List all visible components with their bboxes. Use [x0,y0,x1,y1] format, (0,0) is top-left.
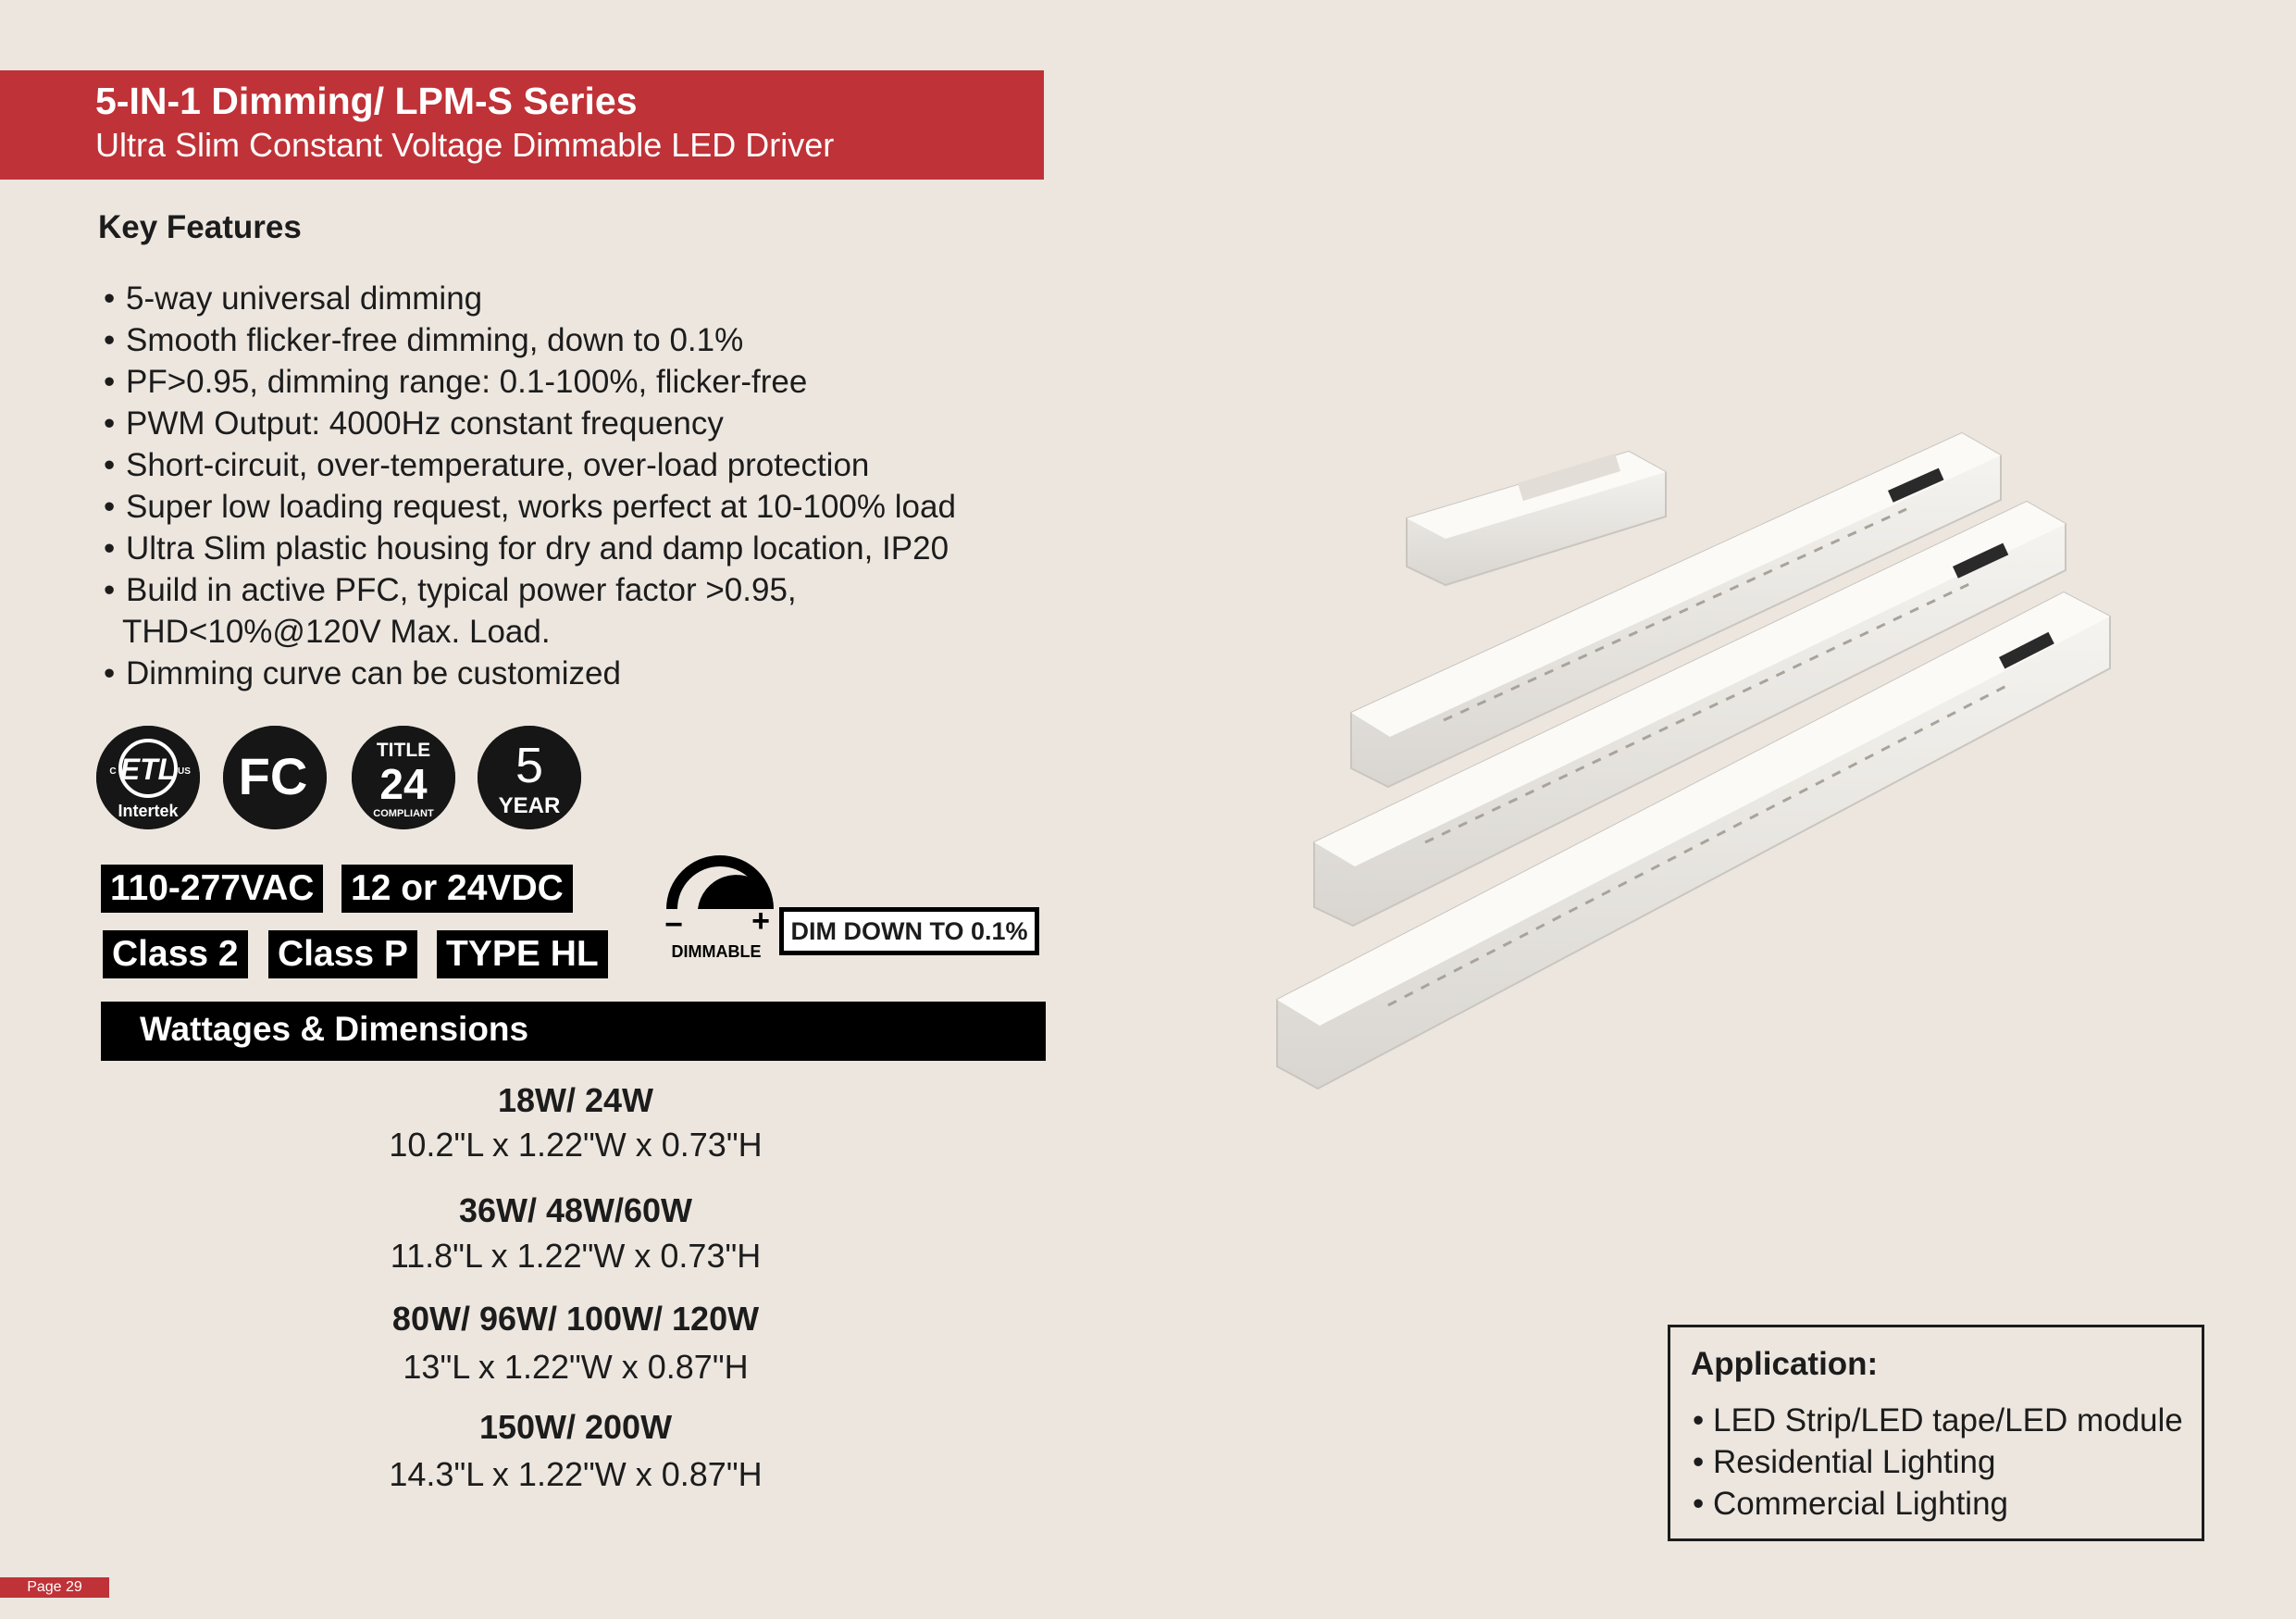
feature-item: • 5-way universal dimming [104,280,483,317]
output-voltage-spec: 12 or 24VDC [341,865,573,913]
feature-item: • Smooth flicker-free dimming, down to 0.1% [104,322,744,358]
class2-spec: Class 2 [103,930,248,978]
title24-bottom: COMPLIANT [373,808,434,819]
dim-plus: + [751,903,770,939]
fcc-letters: FC [238,747,308,805]
application-heading: Application: [1691,1346,1879,1382]
driver-unit-small [1407,452,1666,585]
dim-down-label: DIM DOWN TO 0.1% [790,917,1028,945]
key-features-heading: Key Features [98,209,302,245]
etl-c: C [109,766,117,777]
feature-item: • Ultra Slim plastic housing for dry and damp location, IP20 [104,530,949,567]
key-features-list [104,278,956,694]
warranty-unit: YEAR [498,793,561,818]
fcc-badge-icon [223,726,327,829]
application-item: • LED Strip/LED tape/LED module [1693,1402,2183,1438]
wattage-group-dims: 10.2"L x 1.22"W x 0.73"H [389,1126,763,1164]
dimmable-icon [661,853,781,965]
wattage-group-title: 36W/ 48W/60W [458,1191,693,1229]
wattage-group-dims: 11.8"L x 1.22"W x 0.73"H [390,1237,762,1275]
application-list [1693,1400,2183,1525]
wattage-group-dims: 14.3"L x 1.22"W x 0.87"H [389,1455,763,1493]
dim-down-box [779,907,1039,955]
series-title: 5-IN-1 Dimming/ LPM-S Series [95,80,638,122]
page-number: Page 29 [0,1577,109,1598]
feature-item: • Short-circuit, over-temperature, over-load protection [104,447,870,483]
dimmable-label: DIMMABLE [671,942,762,961]
wattages-heading-bar [101,1002,1046,1061]
classp-spec: Class P [268,930,417,978]
feature-item: • Super low loading request, works perfect at 10-100% load [104,489,956,525]
feature-item: • Build in active PFC, typical power factor >0.95, THD<10%@120V Max. Load. [104,572,797,650]
application-item: • Residential Lighting [1693,1444,1996,1480]
title24-top: TITLE [376,740,431,761]
etl-brand: Intertek [118,802,179,820]
dim-minus: − [664,907,683,942]
series-subtitle: Ultra Slim Constant Voltage Dimmable LED Driver [95,126,835,164]
title24-compliant-badge-icon [352,726,455,829]
wattage-group-dims: 13"L x 1.22"W x 0.87"H [403,1348,749,1386]
feature-item: • PF>0.95, dimming range: 0.1-100%, flicker-free [104,364,808,400]
etl-us: US [178,766,191,777]
etl-intertek-badge-icon [96,726,200,829]
header-band [0,70,1044,180]
feature-item: • PWM Output: 4000Hz constant frequency [104,405,724,442]
feature-item: • Dimming curve can be customized [104,655,621,691]
warranty-number: 5 [515,738,544,793]
wattage-group-title: 150W/ 200W [478,1408,673,1446]
title24-number: 24 [379,760,428,808]
application-item: • Commercial Lighting [1693,1486,2009,1522]
input-voltage-spec: 110-277VAC [101,865,323,913]
led-driver-product-image [1240,407,2147,1139]
type-hl-spec: TYPE HL [437,930,608,978]
etl-letters: ETL [119,753,177,786]
wattage-group-title: 18W/ 24W [497,1081,654,1119]
wattage-group-title: 80W/ 96W/ 100W/ 120W [391,1300,760,1338]
five-year-warranty-badge-icon [478,726,581,829]
application-box [1668,1325,2204,1541]
wattages-heading: Wattages & Dimensions [140,1010,529,1048]
